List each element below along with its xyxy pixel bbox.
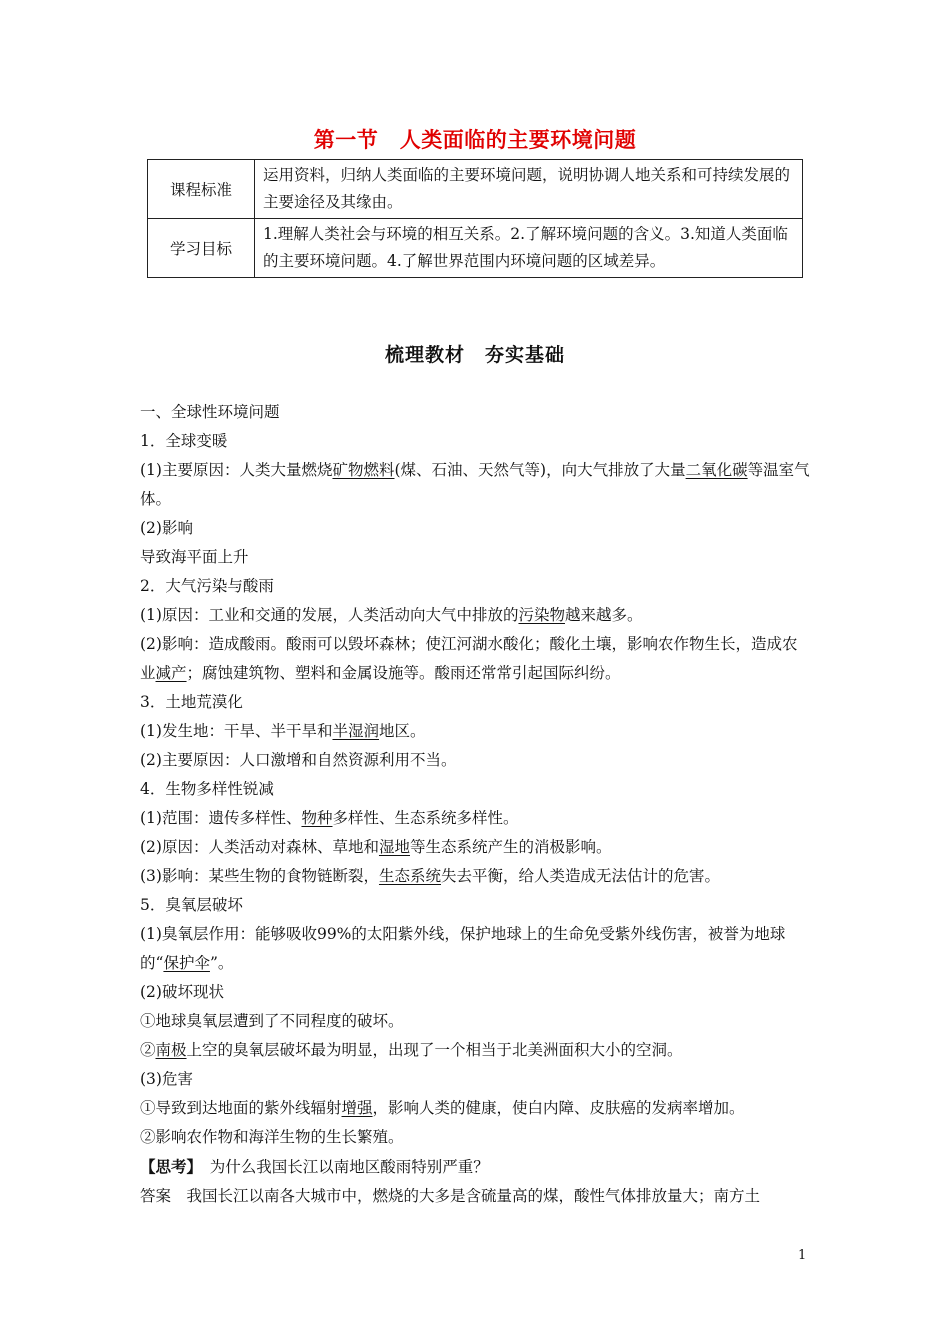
text: (1)原因：工业和交通的发展，人类活动向大气中排放的 xyxy=(140,606,519,624)
paragraph xyxy=(140,601,812,630)
paragraph: ②影响农作物和海洋生物的生长繁殖。 xyxy=(140,1128,404,1146)
text: 多样性、生态系统多样性。 xyxy=(332,809,519,827)
underlined-answer: 湿地 xyxy=(378,838,410,856)
section-title: 4．生物多样性锐减 xyxy=(140,780,274,798)
paragraph xyxy=(140,717,812,746)
underlined-answer: 减产 xyxy=(155,664,187,682)
paragraph xyxy=(140,630,812,688)
think-label: 【思考】 xyxy=(140,1157,195,1176)
paragraph xyxy=(140,804,812,833)
paragraph xyxy=(140,456,812,514)
table-text-cell: 1.理解人类社会与环境的相互关系。2.了解环境问题的含义。3.知道人类面临的主要环境问题。4.了解世界范围内环境问题的区域差异。 xyxy=(255,219,803,278)
paragraph xyxy=(140,920,812,978)
paragraph xyxy=(140,1036,812,1065)
text: (1)主要原因：人类大量燃烧 xyxy=(140,461,333,479)
underlined-answer: 生态系统 xyxy=(378,867,441,885)
section-title: 3．土地荒漠化 xyxy=(140,693,243,711)
text: 越来越多。 xyxy=(564,606,643,624)
table-row xyxy=(148,219,803,278)
paragraph xyxy=(140,862,812,891)
answer xyxy=(140,1182,812,1211)
text: 上空的臭氧层破坏最为明显，出现了一个相当于北美洲面积大小的空洞。 xyxy=(186,1041,683,1059)
text: 失去平衡，给人类造成无法估计的危害。 xyxy=(440,867,720,885)
answer-text: 我国长江以南各大城市中，燃烧的大多是含硫量高的煤，酸性气体排放量大；南方土 xyxy=(186,1187,761,1205)
underlined-answer: 保护伞 xyxy=(163,954,210,972)
table-label-cell: 课程标准 xyxy=(148,160,255,219)
paragraph: (2)破坏现状 xyxy=(140,983,224,1001)
text: ② xyxy=(140,1041,156,1059)
section-title: 2．大气污染与酸雨 xyxy=(140,577,274,595)
section-subtitle: 梳理教材 夯实基础 xyxy=(384,344,565,366)
text: 等温室气体。 xyxy=(140,461,810,508)
paragraph: (2)主要原因：人口激增和自然资源利用不当。 xyxy=(140,751,457,769)
heading: 一、全球性环境问题 xyxy=(140,403,280,421)
think-text: 为什么我国长江以南地区酸雨特别严重？ xyxy=(209,1158,489,1176)
paragraph: ①地球臭氧层遭到了不同程度的破坏。 xyxy=(140,1012,404,1030)
underlined-answer: 南极 xyxy=(155,1041,187,1059)
page-title: 第一节 人类面临的主要环境问题 xyxy=(313,128,637,152)
text: (1)发生地：干旱、半干旱和 xyxy=(140,722,333,740)
standards-table xyxy=(147,159,803,278)
main-content xyxy=(140,398,812,1211)
text: (2)影响：造成酸雨。酸雨可以毁坏森林；使江河湖水酸化；酸化土壤，影响农作物生长，造成农业 xyxy=(140,635,798,682)
text: (1)范围：遗传多样性、 xyxy=(140,809,302,827)
paragraph xyxy=(140,833,812,862)
text: 等生态系统产生的消极影响。 xyxy=(409,838,612,856)
underlined-answer: 二氧化碳 xyxy=(685,461,748,479)
underlined-answer: 物种 xyxy=(301,809,333,827)
underlined-answer: 污染物 xyxy=(518,606,565,624)
text: ；腐蚀建筑物、塑料和金属设施等。酸雨还常常引起国际纠纷。 xyxy=(186,664,621,682)
text: ，影响人类的健康，使白内障、皮肤癌的发病率增加。 xyxy=(372,1099,745,1117)
table-label-cell: 学习目标 xyxy=(148,219,255,278)
paragraph: (3)危害 xyxy=(140,1070,193,1088)
answer-label: 答案 xyxy=(140,1187,172,1205)
underlined-answer: 矿物燃料 xyxy=(332,461,395,479)
text: (1)臭氧层作用：能够吸收99%的太阳紫外线，保护地球上的生命免受紫外线伤害，被誉为地球的“ xyxy=(140,925,786,972)
paragraph xyxy=(140,1094,812,1123)
underlined-answer: 半湿润 xyxy=(332,722,379,740)
underlined-answer: 增强 xyxy=(341,1099,373,1117)
text: (3)影响：某些生物的食物链断裂， xyxy=(140,867,379,885)
section-title: 1．全球变暖 xyxy=(140,432,228,450)
section-title: 5．臭氧层破坏 xyxy=(140,896,243,914)
think-question xyxy=(140,1152,812,1182)
text: (2)原因：人类活动对森林、草地和 xyxy=(140,838,379,856)
page-number: 1 xyxy=(798,1248,807,1263)
paragraph: 导致海平面上升 xyxy=(140,548,249,566)
table-row xyxy=(148,160,803,219)
text: ”。 xyxy=(209,954,234,972)
table-text-cell: 运用资料，归纳人类面临的主要环境问题，说明协调人地关系和可持续发展的主要途径及其缘由。 xyxy=(255,160,803,219)
text: (煤、石油、天然气等)，向大气排放了大量 xyxy=(394,461,686,479)
text: 地区。 xyxy=(378,722,426,740)
paragraph: (2)影响 xyxy=(140,519,193,537)
text: ①导致到达地面的紫外线辐射 xyxy=(140,1099,342,1117)
